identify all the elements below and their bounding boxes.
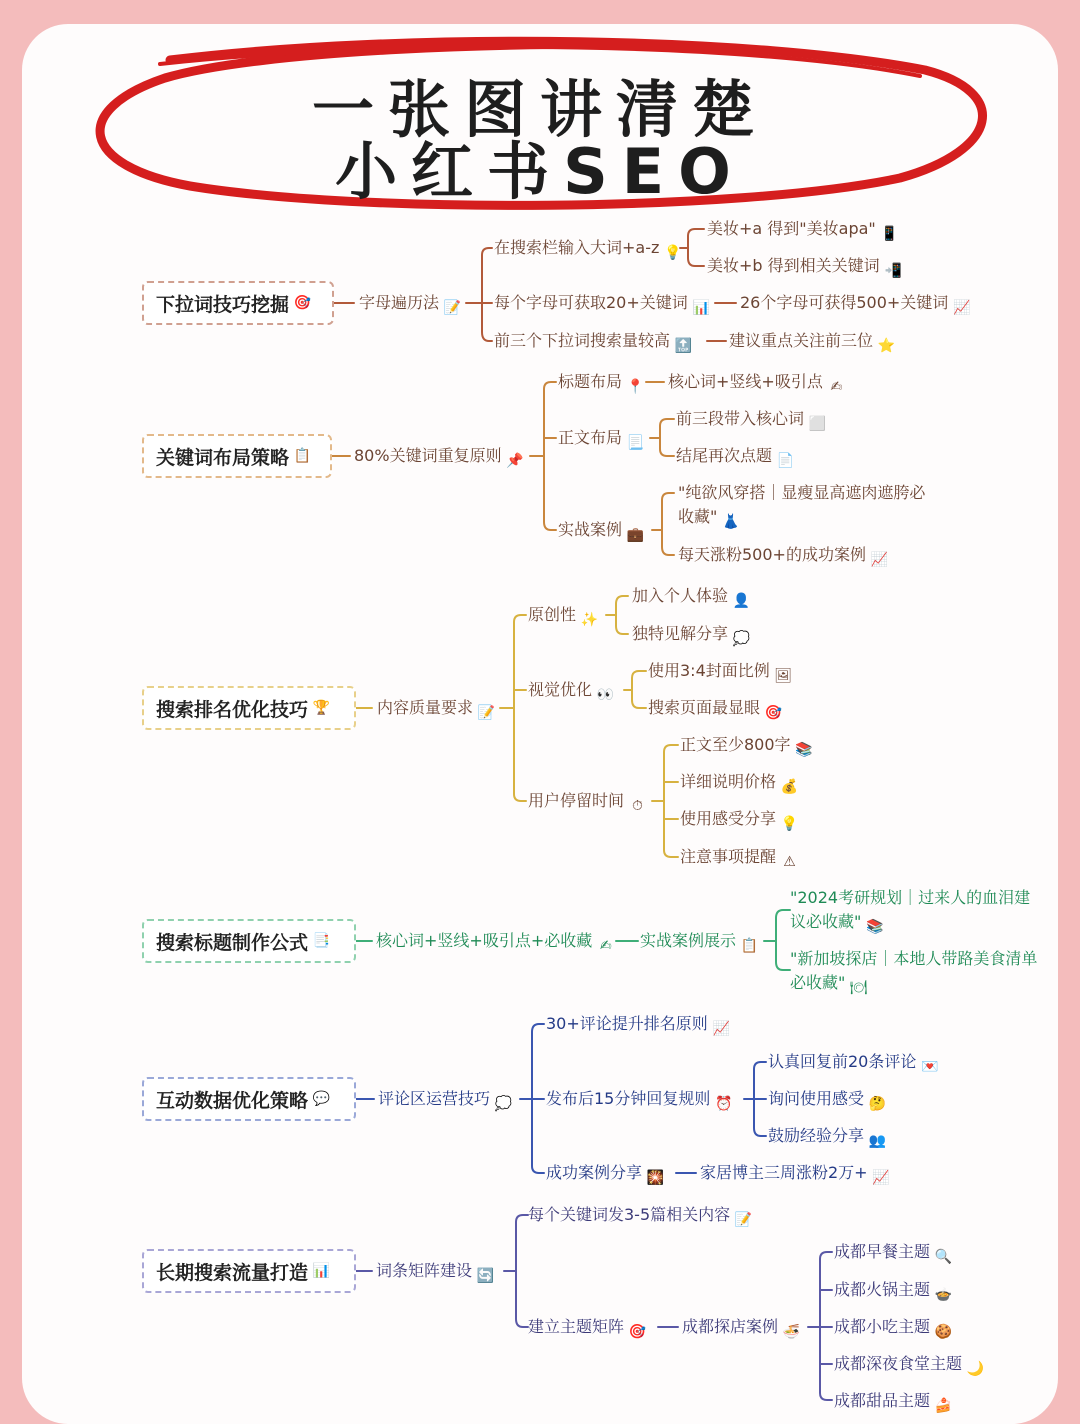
node-label: 26个字母可获得500+关键词 <box>740 293 949 312</box>
root-node <box>142 919 356 963</box>
people-icon: 👥 <box>868 1133 887 1149</box>
books-icon: 📚 <box>795 742 813 758</box>
node-success-case <box>546 1163 665 1188</box>
node-label: 每天涨粉500+的成功案例 <box>678 545 866 564</box>
node-hotpot <box>834 1280 953 1305</box>
node-label: 详细说明价格 <box>680 772 777 791</box>
node-label: "新加坡探店｜本地人带路美食清单必收藏" <box>790 949 1038 992</box>
node-title-core <box>668 372 846 397</box>
node-label: 成都早餐主题 <box>834 1242 931 1261</box>
sparkle-burst-icon: 🎇 <box>646 1170 665 1186</box>
alarm-clock-icon: ⏰ <box>715 1096 733 1112</box>
node-label: 认真回复前20条评论 <box>768 1052 917 1071</box>
root-label: 搜索标题制作公式 <box>156 931 309 954</box>
node-chengdu-case <box>682 1317 801 1342</box>
node-comment-ops <box>378 1089 513 1114</box>
node-label: 标题布局 <box>558 372 623 391</box>
bulb-icon: 💡 <box>780 816 799 832</box>
phone-arrow-icon: 📲 <box>884 263 902 279</box>
document-icon: 📄 <box>776 453 795 469</box>
target-icon: 🎯 <box>293 294 312 311</box>
memo-icon: 📝 <box>443 300 462 316</box>
target-icon: 🎯 <box>764 705 783 721</box>
node-label: 发布后15分钟回复规则 <box>546 1089 711 1108</box>
node-example-a <box>707 219 899 244</box>
node-case-growth <box>678 545 889 570</box>
node-label: 询问使用感受 <box>768 1089 865 1108</box>
node-label: 评论区运营技巧 <box>378 1089 491 1108</box>
page-icon: 📃 <box>626 435 645 451</box>
node-26-letters <box>740 293 971 318</box>
node-body-end <box>676 446 795 471</box>
node-label: 原创性 <box>528 605 577 624</box>
node-example-2 <box>790 947 1040 998</box>
chart-up-icon: 📈 <box>953 300 971 316</box>
phone-icon: 📱 <box>880 226 899 242</box>
node-home-blogger <box>700 1163 891 1188</box>
node-reply-20 <box>768 1052 939 1077</box>
node-800-words <box>680 735 814 760</box>
node-ratio <box>648 661 793 686</box>
magnifier-icon: 🔍 <box>934 1249 953 1265</box>
node-label: 建立主题矩阵 <box>528 1317 625 1336</box>
pot-icon: 🍲 <box>934 1287 953 1303</box>
node-topic-matrix <box>528 1317 647 1342</box>
memo-icon: 📝 <box>477 705 496 721</box>
bar-chart-icon: 📊 <box>692 300 710 316</box>
node-search-bar <box>494 238 682 263</box>
dress-icon: 👗 <box>722 514 740 530</box>
sparkles-icon: ✨ <box>580 612 599 628</box>
node-case-display <box>640 931 759 956</box>
node-example-1 <box>790 886 1040 937</box>
person-icon: 👤 <box>732 593 751 609</box>
warning-icon: ⚠ <box>783 854 796 870</box>
node-focus-top <box>729 331 896 356</box>
node-label: 成都深夜食堂主题 <box>834 1354 963 1373</box>
clipboard-icon: 📋 <box>740 938 759 954</box>
node-body-first <box>676 409 827 434</box>
node-unique-view <box>632 624 751 649</box>
node-15-min <box>546 1089 733 1114</box>
node-label: 正文至少800字 <box>680 735 791 754</box>
node-matrix-build <box>376 1261 495 1286</box>
bar-chart-icon: 📊 <box>312 1262 331 1279</box>
chart-up-icon: 📈 <box>872 1170 890 1186</box>
node-label: 前三个下拉词搜索量较高 <box>494 331 671 350</box>
node-each-letter <box>494 293 711 318</box>
thinking-face-icon: 🤔 <box>868 1096 887 1112</box>
node-dessert <box>834 1391 953 1416</box>
node-label: 鼓励经验分享 <box>768 1126 865 1145</box>
node-label: 每个关键词发3-5篇相关内容 <box>528 1205 731 1224</box>
node-label: 独特见解分享 <box>632 624 729 643</box>
cutlery-icon: 🍽 <box>849 980 868 996</box>
node-feeling <box>680 809 799 834</box>
node-breakfast <box>834 1242 953 1267</box>
node-label: 成都甜品主题 <box>834 1391 931 1410</box>
node-label: 内容质量要求 <box>377 698 474 717</box>
node-label: 词条矩阵建设 <box>376 1261 473 1280</box>
speech-bubble-icon: 💭 <box>732 631 751 647</box>
target-icon: 🎯 <box>628 1324 647 1340</box>
root-node <box>142 434 332 478</box>
money-bag-icon: 💰 <box>780 779 799 795</box>
speech-bubble-icon: 💭 <box>494 1096 513 1112</box>
node-label: 成功案例分享 <box>546 1163 643 1182</box>
node-label: 家居博主三周涨粉2万+ <box>700 1163 868 1182</box>
node-label: 正文布局 <box>558 428 623 447</box>
eyes-icon: 👀 <box>596 687 615 703</box>
root-label: 长期搜索流量打造 <box>156 1261 309 1284</box>
node-80-percent <box>354 446 525 471</box>
node-label: 前三段带入核心词 <box>676 409 805 428</box>
memo-icon: 📝 <box>734 1212 753 1228</box>
root-node <box>142 686 356 730</box>
node-stay-time <box>528 791 647 816</box>
root-node <box>142 1249 356 1293</box>
pin-icon: 📌 <box>506 453 524 469</box>
trophy-icon: 🏆 <box>312 699 331 716</box>
node-letter-traversal <box>359 293 462 318</box>
node-case <box>558 520 645 545</box>
node-label: 实战案例 <box>558 520 623 539</box>
cookie-icon: 🍪 <box>934 1324 953 1340</box>
node-label: 字母遍历法 <box>359 293 440 312</box>
root-label: 关键词布局策略 <box>156 446 290 469</box>
briefcase-icon: 💼 <box>626 527 645 543</box>
node-encourage <box>768 1126 887 1151</box>
bulb-icon: 💡 <box>664 245 682 261</box>
node-label: 每个字母可获取20+关键词 <box>494 293 688 312</box>
node-label: 80%关键词重复原则 <box>354 446 502 465</box>
node-each-keyword <box>528 1205 753 1230</box>
square-icon: ⬜ <box>808 416 827 432</box>
node-top-three <box>494 331 693 356</box>
node-formula <box>376 931 615 956</box>
node-label: 成都小吃主题 <box>834 1317 931 1336</box>
node-label: 注意事项提醒 <box>680 847 777 866</box>
chat-icon: 💬 <box>312 1090 331 1107</box>
root-label: 互动数据优化策略 <box>156 1089 309 1112</box>
star-icon: ⭐ <box>877 338 896 354</box>
node-label: 美妆+b 得到相关关键词 <box>707 256 880 275</box>
node-visual <box>528 680 615 705</box>
node-notes <box>680 847 799 872</box>
node-eye-catching <box>648 698 783 723</box>
node-label: 核心词+竖线+吸引点+必收藏 <box>376 931 593 950</box>
title-line-2: 小红书SEO <box>335 135 745 208</box>
node-label: 结尾再次点题 <box>676 446 773 465</box>
writing-hand-icon: ✍ <box>830 379 843 395</box>
stopwatch-icon: ⏱ <box>632 798 643 814</box>
node-label: 搜索页面最显眼 <box>648 698 761 717</box>
node-label: 成都探店案例 <box>682 1317 779 1336</box>
node-quality <box>377 698 496 723</box>
document-arrow-icon: 📑 <box>312 932 331 949</box>
node-label: 30+评论提升排名原则 <box>546 1014 708 1033</box>
node-label: 建议重点关注前三位 <box>729 331 874 350</box>
root-label: 搜索排名优化技巧 <box>156 698 309 721</box>
writing-hand-icon: ✍ <box>599 938 612 954</box>
node-example-b <box>707 256 903 281</box>
picture-icon: 🖼 <box>774 668 793 684</box>
node-label: 成都火锅主题 <box>834 1280 931 1299</box>
node-night <box>834 1354 985 1379</box>
clipboard-icon: 📋 <box>293 447 312 464</box>
chart-up-icon: 📈 <box>712 1021 730 1037</box>
cycle-icon: 🔄 <box>476 1268 495 1284</box>
node-ask-feeling <box>768 1089 887 1114</box>
node-body-layout <box>558 428 645 453</box>
root-node <box>142 281 334 325</box>
node-label: 使用感受分享 <box>680 809 777 828</box>
noodle-bowl-icon: 🍜 <box>782 1324 801 1340</box>
node-label: "纯欲风穿搭｜显瘦显高遮肉遮胯必收藏" <box>678 483 926 526</box>
node-price <box>680 772 799 797</box>
node-30-comments <box>546 1014 731 1039</box>
moon-icon: 🌙 <box>966 1361 985 1377</box>
node-label: 在搜索栏输入大词+a-z <box>494 238 660 257</box>
node-label: 视觉优化 <box>528 680 593 699</box>
node-case-quote <box>678 481 928 532</box>
node-originality <box>528 605 599 630</box>
node-label: 实战案例展示 <box>640 931 737 950</box>
love-letter-icon: 💌 <box>921 1059 939 1075</box>
cake-icon: 🍰 <box>934 1398 953 1414</box>
node-snack <box>834 1317 953 1342</box>
node-label: 用户停留时间 <box>528 791 625 810</box>
title-line-1: 一张图讲清楚 <box>311 73 768 146</box>
chart-up-icon: 📈 <box>870 552 889 568</box>
pushpin-icon: 📍 <box>626 379 645 395</box>
node-label: 核心词+竖线+吸引点 <box>668 372 823 391</box>
root-node <box>142 1077 356 1121</box>
node-personal-exp <box>632 586 751 611</box>
node-label: 使用3:4封面比例 <box>648 661 770 680</box>
root-label: 下拉词技巧挖掘 <box>156 293 290 316</box>
node-title-layout <box>558 372 645 397</box>
books-icon: 📚 <box>866 919 884 935</box>
top-icon: 🔝 <box>674 338 693 354</box>
node-label: 美妆+a 得到"美妆apa" <box>707 219 876 238</box>
node-label: "2024考研规划｜过来人的血泪建议必收藏" <box>790 888 1031 931</box>
node-label: 加入个人体验 <box>632 586 729 605</box>
